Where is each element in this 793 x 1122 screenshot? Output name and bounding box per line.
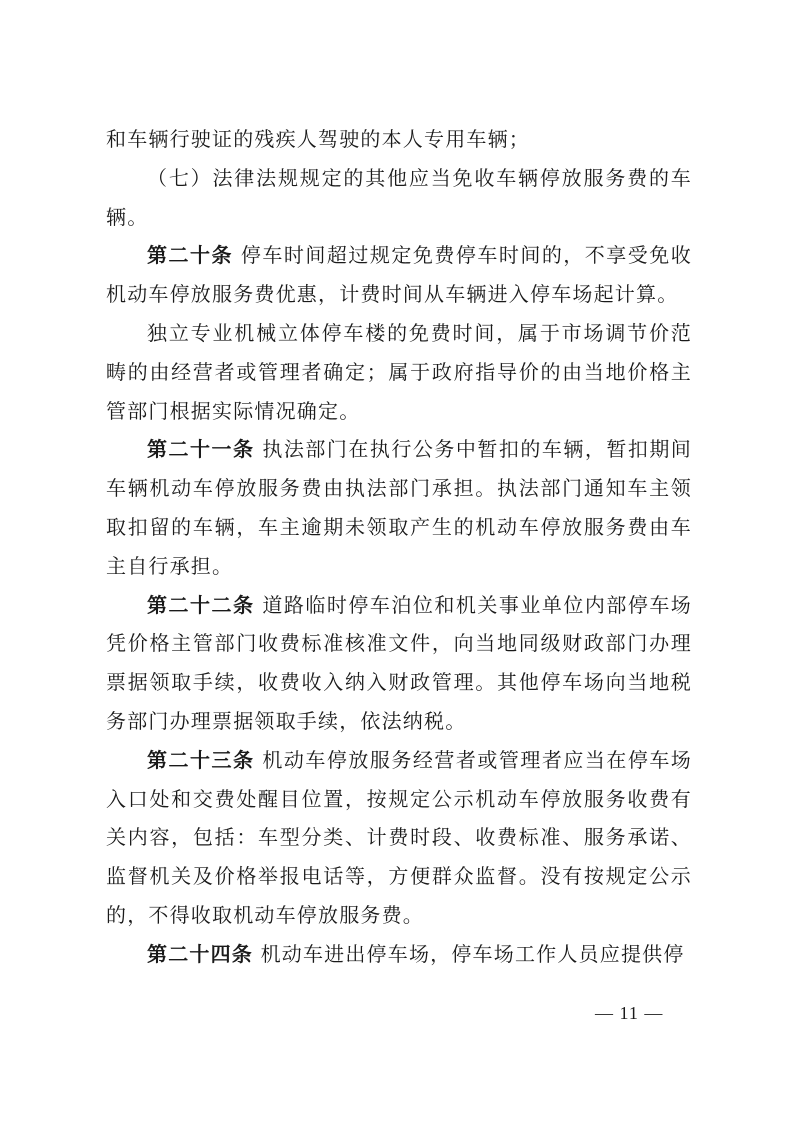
paragraph-text: 道路临时停车泊位和机关事业单位内部停车场凭价格主管部门收费标准核准文件，向当地同级财政部门办理票据领取手续，收费收入纳入财政管理。其他停车场向当地税务部门办理票据领取手续，依法纳税。: [106, 592, 693, 733]
body-text: [106, 120, 692, 974]
paragraph-text: 机动车停放服务经营者或管理者应当在停车场入口处和交费处醒目位置，按规定公示机动车停放服务收费有关内容，包括：车型分类、计费时段、收费标准、服务承诺、监督机关及价格举报电话等，方便群众监督。没有按规定公示的，不得收取机动车停放服务费。: [106, 747, 693, 927]
page-number: — 11 —: [595, 1003, 664, 1023]
article-20: [106, 236, 692, 314]
article-20-clause-2: [106, 314, 692, 430]
paragraph-item-7: [106, 159, 692, 237]
article-heading: 第二十三条: [147, 747, 255, 772]
article-23: [106, 741, 692, 935]
paragraph-text: 独立专业机械立体停车楼的免费时间，属于市场调节价范畴的由经营者或管理者确定；属于政府指导价的由当地价格主管部门根据实际情况确定。: [106, 320, 692, 423]
paragraph-continuation: [106, 120, 692, 159]
paragraph-text: 机动车进出停车场，停车场工作人员应提供停: [260, 941, 685, 966]
article-24: [106, 935, 692, 974]
article-21: [106, 430, 692, 585]
article-heading: 第二十条: [147, 243, 233, 268]
paragraph-text: （七）法律法规规定的其他应当免收车辆停放服务费的车辆。: [106, 165, 692, 229]
paragraph-text: 执法部门在执行公务中暂扣的车辆，暂扣期间车辆机动车停放服务费由执法部门承担。执法部门通知车主领取扣留的车辆，车主逾期未领取产生的机动车停放服务费由车主自行承担。: [106, 437, 693, 578]
article-22: [106, 586, 692, 741]
article-heading: 第二十一条: [147, 437, 255, 462]
paragraph-text: 和车辆行驶证的残疾人驾驶的本人专用车辆；: [106, 127, 530, 151]
article-heading: 第二十二条: [147, 592, 255, 617]
paragraph-text: 停车时间超过规定免费停车时间的，不享受免收机动车停放服务费优惠，计费时间从车辆进入停车场起计算。: [106, 243, 692, 307]
article-heading: 第二十四条: [147, 941, 253, 966]
